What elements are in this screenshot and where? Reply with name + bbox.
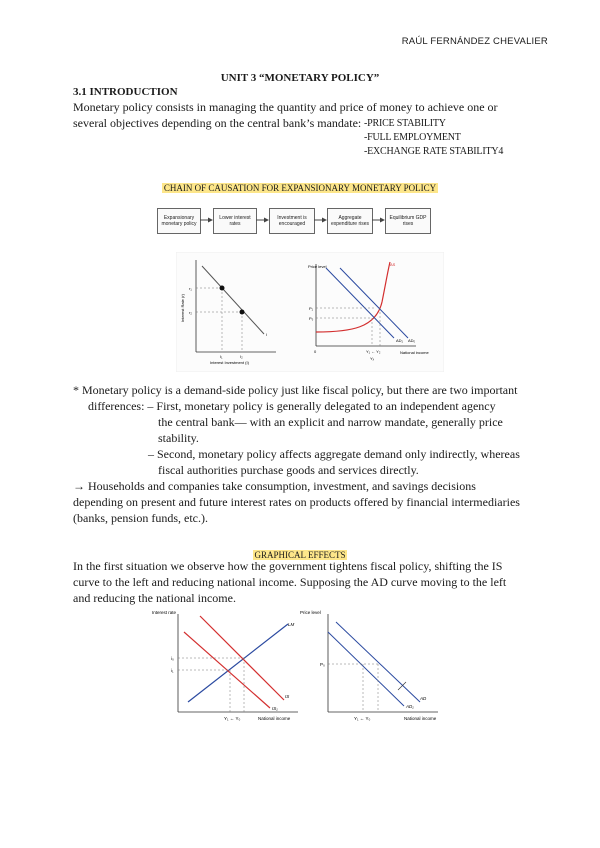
flow-box-3: Investment is encouraged xyxy=(269,208,315,234)
causation-flowchart xyxy=(157,208,447,236)
point-stability: stability. xyxy=(158,431,199,445)
point-households: → Households and companies take consumption, investment, and savings decisions xyxy=(73,479,476,493)
flow-arrows xyxy=(157,208,447,236)
flow-box-2: Lower interest rates xyxy=(213,208,257,234)
chain-heading: CHAIN OF CAUSATION FOR EXPANSIONARY MONETARY POLICY xyxy=(163,183,437,193)
label-is: IS xyxy=(285,694,290,699)
label-ad1-fig2: AD₁ xyxy=(406,704,414,709)
label-p1: P₁ xyxy=(309,306,314,311)
unit-title: UNIT 3 “MONETARY POLICY” xyxy=(220,72,380,84)
label-yf: Yₓ xyxy=(370,356,374,361)
graph-text-line-3: and reducing the national income. xyxy=(73,591,236,605)
flow-box-1: Expansionary monetary policy xyxy=(157,208,201,234)
label-is1: IS₁ xyxy=(272,706,278,711)
label-origin: 0 xyxy=(314,349,317,354)
label-income-shift: Y₁ ← Y₂ xyxy=(366,349,381,354)
label-fig2-right-income: Y₁ ← Y₀ xyxy=(354,716,371,721)
figure-fiscal-tightening xyxy=(148,606,448,724)
label-i1: i₁ xyxy=(171,668,174,673)
ad1-curve-fig2 xyxy=(328,632,404,706)
intro-line-1: Monetary policy consists in managing the quantity and price of money to achieve one or xyxy=(73,100,498,114)
point-fiscal-authorities: fiscal authorities purchase goods and services directly. xyxy=(158,463,419,477)
intro-line-2: several objectives depending on the central bank’s mandate: xyxy=(73,116,362,130)
graph-text-line-1: In the first situation we observe how the government tightens fiscal policy, shifting the IS xyxy=(73,559,503,573)
ad-shift-arrow xyxy=(398,682,406,690)
label-i2: I₂ xyxy=(240,354,243,359)
label-r2: r₂ xyxy=(189,310,192,315)
label-r1: r₁ xyxy=(189,286,192,291)
graph-text-line-2: curve to the left and reducing national income. Supposing the AD curve moving to the left xyxy=(73,575,507,589)
label-ad: AD xyxy=(420,696,427,701)
label-p0-fig2: P₀ xyxy=(320,662,325,667)
flow-box-5: Equilibrium GDP rises xyxy=(385,208,431,234)
chain-heading-wrap xyxy=(0,178,600,196)
fig2-left-ylabel: Interest rate xyxy=(152,610,177,615)
point-demand-side: * Monetary policy is a demand-side policy just like fiscal policy, but there are two important xyxy=(73,383,518,397)
fig2-left-xlabel: National income xyxy=(258,716,291,721)
label-i1: I₁ xyxy=(220,354,223,359)
objective-exchange-rate: -EXCHANGE RATE STABILITY4 xyxy=(364,146,504,157)
point-first-difference: differences: – First, monetary policy is generally delegated to an independent agency xyxy=(88,399,496,413)
flow-box-4: Aggregate expenditure rises xyxy=(327,208,373,234)
label-ad1: AD₁ xyxy=(396,338,403,343)
point-central-bank: the central bank— with an explicit and narrow mandate, generally price xyxy=(158,415,503,429)
label-lm: LM xyxy=(288,622,295,627)
point-r2-i2 xyxy=(240,310,245,315)
author-name: RAÚL FERNÁNDEZ CHEVALIER xyxy=(401,36,548,47)
point-banks: (banks, pension funds, etc.). xyxy=(73,511,208,525)
fig2-right-ylabel: Price level xyxy=(300,610,321,615)
graph-heading: GRAPHICAL EFFECTS xyxy=(254,550,346,560)
label-as: AS xyxy=(390,262,396,267)
point-second-difference: – Second, monetary policy affects aggregate demand only indirectly, whereas xyxy=(148,447,520,461)
section-heading-introduction: 3.1 INTRODUCTION xyxy=(73,86,178,98)
label-fig2-left-income: Y₁ ← Y₀ xyxy=(224,716,241,721)
label-p0: P₀ xyxy=(309,316,314,321)
objective-full-employment: -FULL EMPLOYMENT xyxy=(364,132,461,143)
label-curve-i: I xyxy=(266,332,268,337)
figure-monetary-expansion xyxy=(176,252,444,372)
lm-curve xyxy=(188,624,288,702)
fig1-left-xlabel: Interest Investment (I) xyxy=(210,360,249,365)
fig1-left-ylabel: Interest Rate (r) xyxy=(180,293,185,322)
point-interest-rates: depending on present and future interest rates on products offered by financial intermediaries xyxy=(73,495,520,509)
label-i0: i₀ xyxy=(171,656,174,661)
fig1-right-xlabel: National income xyxy=(400,350,429,355)
point-r1-i1 xyxy=(220,286,225,291)
fig1-right-ylabel: Price level xyxy=(308,264,327,269)
label-ad0: AD₀ xyxy=(408,338,416,343)
fig2-right-xlabel: National income xyxy=(404,716,437,721)
objective-price-stability: -PRICE STABILITY xyxy=(364,118,446,129)
